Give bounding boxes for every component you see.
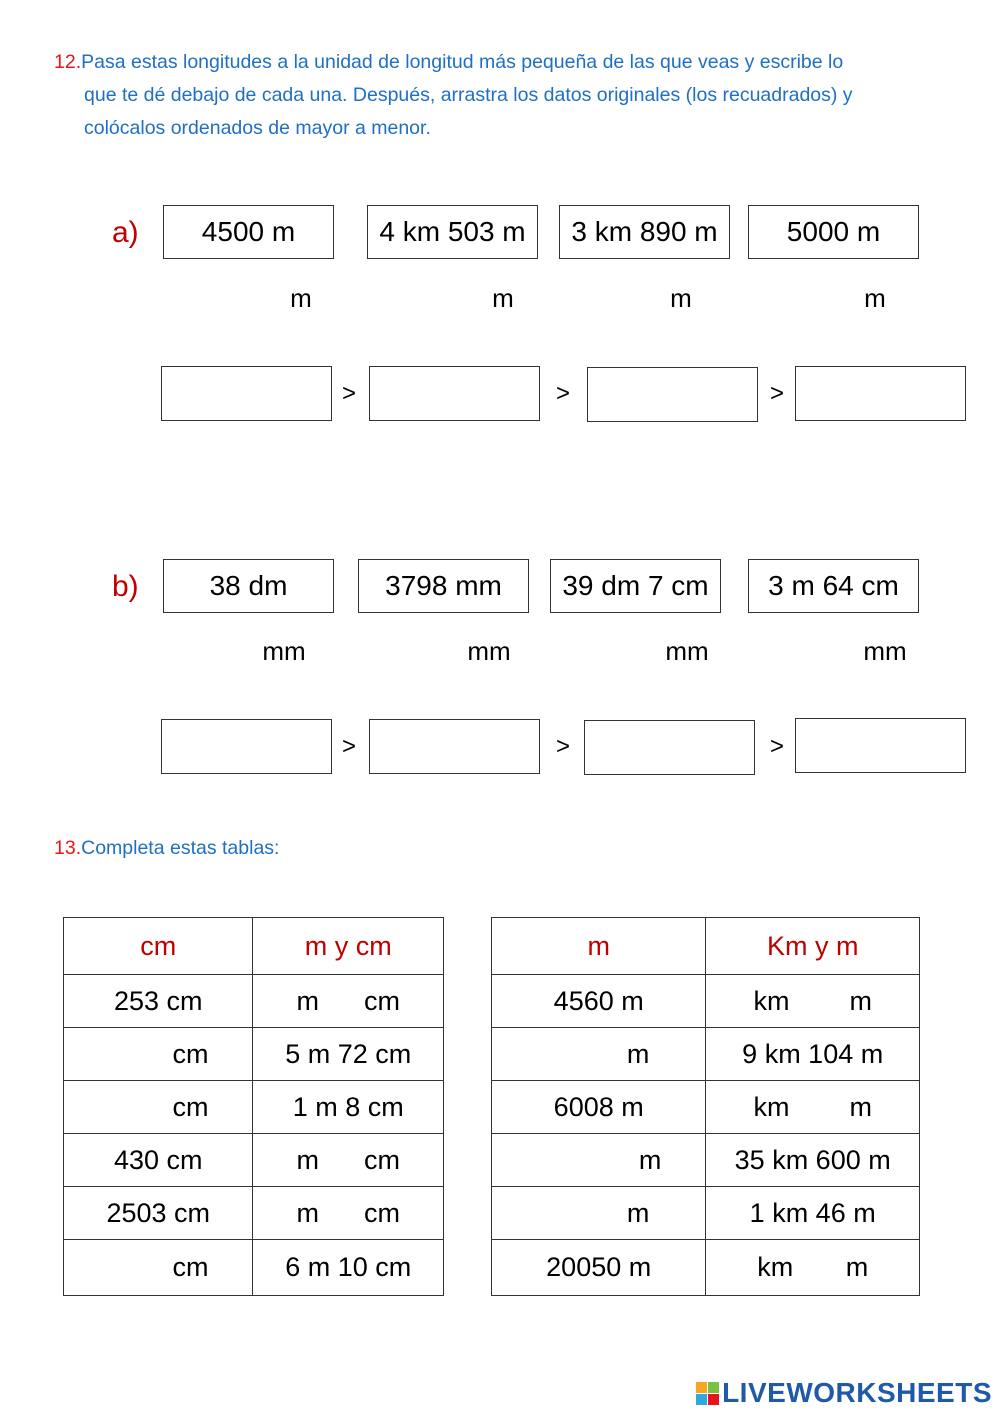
drop-zone[interactable]: [369, 719, 540, 774]
length-box[interactable]: 3 km 890 m: [559, 205, 730, 259]
table-row: [492, 1081, 920, 1134]
table-cell: 1 km 46 m: [706, 1187, 920, 1240]
table-row: [492, 1134, 920, 1187]
logo-text: LIVEWORKSHEETS: [722, 1377, 992, 1408]
table-row: [64, 1028, 444, 1081]
length-box[interactable]: 38 dm: [163, 559, 334, 613]
table-cell: 430 cm: [64, 1134, 253, 1187]
answer-cell[interactable]: m cm: [253, 1134, 444, 1187]
unit-label: mm: [262, 636, 306, 666]
exercise-13-instructions: [54, 832, 954, 865]
table-row: [64, 1081, 444, 1134]
table-cell: 4560 m: [492, 975, 706, 1028]
table-header-row: [492, 918, 920, 975]
table-cell: 35 km 600 m: [706, 1134, 920, 1187]
drop-zone[interactable]: [587, 367, 758, 422]
length-box[interactable]: 39 dm 7 cm: [550, 559, 721, 613]
answer-cell[interactable]: km m: [706, 1081, 920, 1134]
answer-cell[interactable]: km m: [706, 975, 920, 1028]
table-row: [64, 1240, 444, 1296]
table-row: [492, 1187, 920, 1240]
table-cell: 9 km 104 m: [706, 1028, 920, 1081]
drop-zone[interactable]: [795, 366, 966, 421]
drop-zone[interactable]: [584, 720, 755, 775]
length-box[interactable]: 4 km 503 m: [367, 205, 538, 259]
table-cell: 5 m 72 cm: [253, 1028, 444, 1081]
table-cell: 20050 m: [492, 1240, 706, 1296]
exercise-12-instructions: [54, 46, 954, 145]
drop-zone[interactable]: [369, 366, 540, 421]
drop-zone[interactable]: [161, 366, 332, 421]
drop-zone[interactable]: [161, 719, 332, 774]
table-cell: 1 m 8 cm: [253, 1081, 444, 1134]
liveworksheets-logo: [696, 1377, 992, 1409]
cm-conversion-table: [63, 917, 444, 1296]
greater-than-sign: >: [769, 380, 784, 407]
instruction-line-2: que te dé debajo de cada una. Después, arrastra los datos originales (los recuadrados) y: [84, 84, 853, 106]
answer-cell[interactable]: cm: [64, 1081, 253, 1134]
unit-label: m: [864, 283, 886, 313]
answer-cell[interactable]: cm: [64, 1028, 253, 1081]
table-row: [492, 975, 920, 1028]
table-header: cm: [64, 918, 253, 975]
table-cell: 6 m 10 cm: [253, 1240, 444, 1296]
instruction-line-1: Pasa estas longitudes a la unidad de longitud más pequeña de las que veas y escribe lo: [81, 51, 844, 73]
exercise-13-text: Completa estas tablas:: [81, 837, 280, 859]
table-row: [64, 1187, 444, 1240]
answer-cell[interactable]: km m: [706, 1240, 920, 1296]
greater-than-sign: >: [769, 733, 784, 760]
length-box[interactable]: 3 m 64 cm: [748, 559, 919, 613]
length-box[interactable]: 3798 mm: [358, 559, 529, 613]
table-header-row: [64, 918, 444, 975]
table-header: m y cm: [253, 918, 444, 975]
logo-icon: [696, 1382, 719, 1405]
drop-zone[interactable]: [795, 718, 966, 773]
exercise-13-number: 13.: [54, 837, 82, 859]
table-row: [492, 1240, 920, 1296]
unit-label: mm: [467, 636, 511, 666]
part-b-label: b): [112, 570, 139, 603]
greater-than-sign: >: [341, 380, 356, 407]
table-cell: 6008 m: [492, 1081, 706, 1134]
unit-label: m: [670, 283, 692, 313]
instruction-line-3: colócalos ordenados de mayor a menor.: [84, 117, 431, 139]
greater-than-sign: >: [555, 733, 570, 760]
answer-cell[interactable]: m cm: [253, 975, 444, 1028]
length-box[interactable]: 5000 m: [748, 205, 919, 259]
part-a-label: a): [112, 216, 139, 249]
table-row: [492, 1028, 920, 1081]
greater-than-sign: >: [555, 380, 570, 407]
unit-label: m: [290, 283, 312, 313]
unit-label: mm: [665, 636, 709, 666]
table-header: Km y m: [706, 918, 920, 975]
answer-cell[interactable]: m: [492, 1028, 706, 1081]
answer-cell[interactable]: m cm: [253, 1187, 444, 1240]
km-conversion-table: [491, 917, 920, 1296]
unit-label: mm: [863, 636, 907, 666]
exercise-12-number: 12.: [54, 51, 82, 73]
greater-than-sign: >: [341, 733, 356, 760]
table-header: m: [492, 918, 706, 975]
answer-cell[interactable]: cm: [64, 1240, 253, 1296]
table-row: [64, 975, 444, 1028]
length-box[interactable]: 4500 m: [163, 205, 334, 259]
answer-cell[interactable]: m: [492, 1134, 706, 1187]
table-cell: 2503 cm: [64, 1187, 253, 1240]
table-row: [64, 1134, 444, 1187]
table-cell: 253 cm: [64, 975, 253, 1028]
unit-label: m: [492, 283, 514, 313]
answer-cell[interactable]: m: [492, 1187, 706, 1240]
